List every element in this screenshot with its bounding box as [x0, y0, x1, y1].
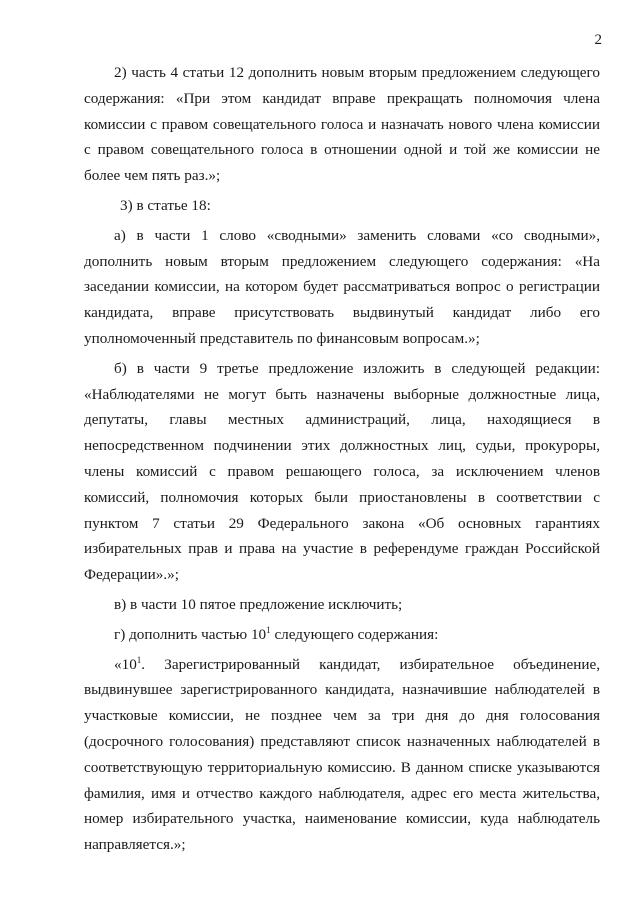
- item-3g-body-text-before: «10: [114, 655, 137, 673]
- paragraph-item-3g: [84, 622, 600, 648]
- item-3g-body-text-after: . Зарегистрированный кандидат, избирательное объединение, выдвинувшее зарегистрированного кандидата, назначившие наблюдателей в участковые комиссии, не позднее чем за три дня до дня голосования (досрочного голосования) представляют список назначенных наблюдателей в соответствующую территориальную комиссию. В данном списке указываются фамилия, имя и отчество каждого наблюдателя, адрес его места жительства, номер избирательного участка, наименование комиссии, куда наблюдатель направляется.»;: [84, 655, 600, 854]
- paragraph-item-3v: в) в части 10 пятое предложение исключить;: [114, 595, 403, 613]
- page-number: 2: [594, 32, 602, 48]
- paragraph-item-3b: б) в части 9 третье предложение изложить в следующей редакции: «Наблюдателями не могут быть назначены выборные должностные лица, депутаты, главы местных администраций, лица, находящиеся в непосредственном подчинении этих должностных лиц, судьи, прокуроры, члены комиссий с правом решающего голоса, за исключением членов комиссий, полномочия которых были приостановлены в соответствии с пунктом 7 статьи 29 Федерального закона «Об основных гарантиях избирательных прав и права на участие в референдуме граждан Российской Федерации».»;: [84, 359, 600, 584]
- item-3g-text-before: г) дополнить частью 10: [114, 625, 267, 643]
- paragraph-item-3g-body: [84, 652, 600, 858]
- paragraph-item-3: 3) в статье 18:: [120, 196, 211, 214]
- item-3g-text-after: следующего содержания:: [270, 625, 439, 643]
- item-3g-body-superscript: 1: [136, 654, 142, 665]
- item-3g-superscript: 1: [266, 624, 271, 635]
- paragraph-item-3a: а) в части 1 слово «сводными» заменить словами «со сводными», дополнить новым вторым предложением следующего содержания: «На заседании комиссии, на котором будет рассматриваться вопрос о регистрации кандидата, вправе присутствовать выдвинутый кандидат либо его уполномоченный представитель по финансовым вопросам.»;: [84, 226, 600, 347]
- paragraph-item-2: 2) часть 4 статьи 12 дополнить новым вторым предложением следующего содержания: «При этом кандидат вправе прекращать полномочия члена комиссии с правом совещательного голоса и назначать нового члена комиссии с правом совещательного голоса в отношении одной и той же комиссии не более чем пять раз.»;: [84, 64, 600, 185]
- document-body: [84, 60, 600, 858]
